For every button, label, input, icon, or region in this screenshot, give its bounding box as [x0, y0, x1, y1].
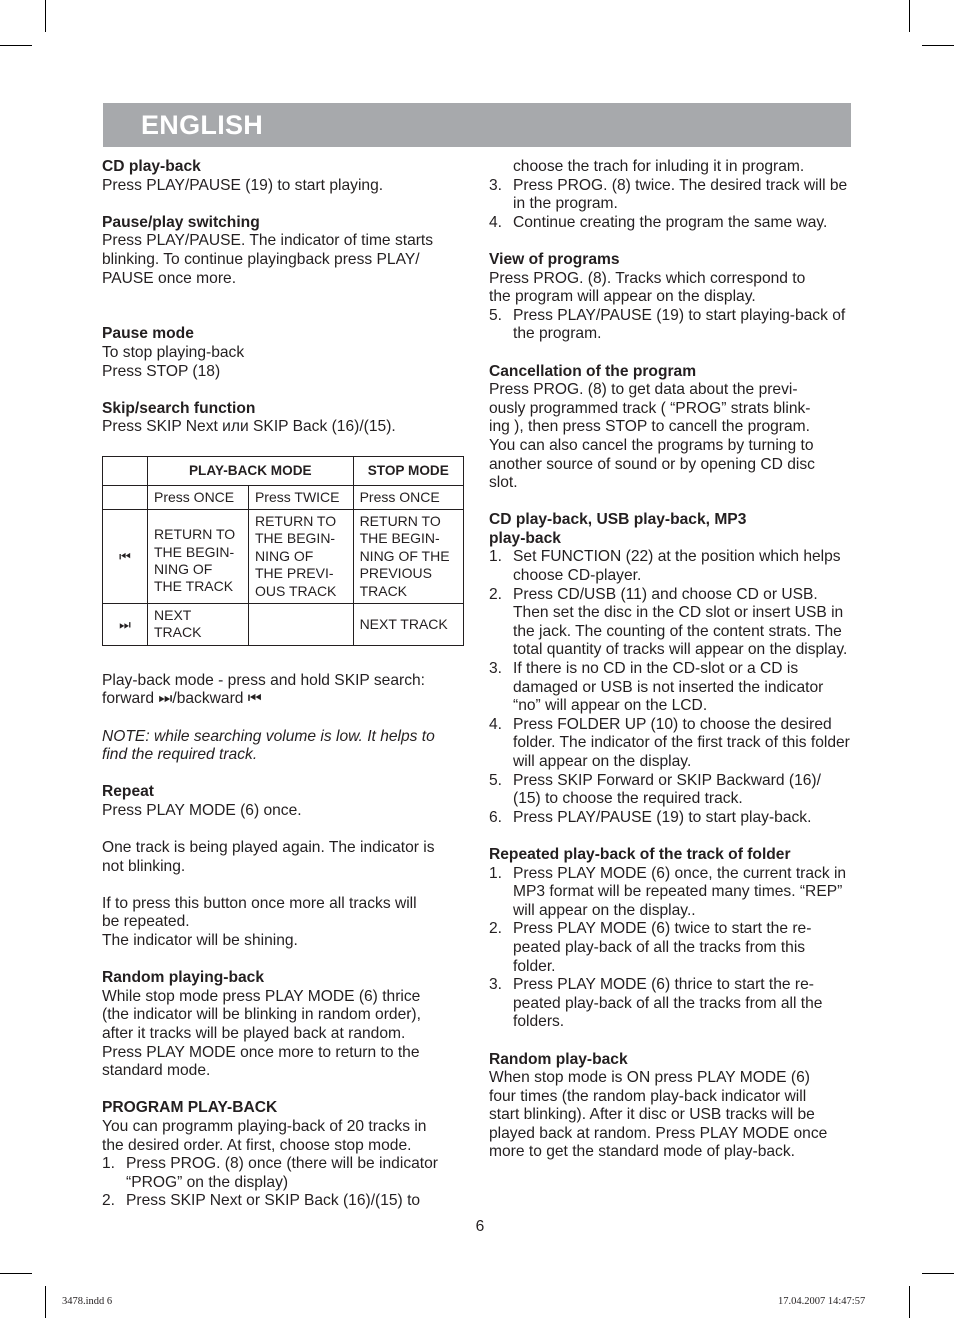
- text-line: four times (the random play-back indicator will: [489, 1087, 807, 1105]
- crop-mark: [45, 1286, 46, 1318]
- section-random-playback: [489, 1051, 851, 1163]
- text-line: You can also cancel the programs by turning to: [489, 436, 814, 454]
- table-cell: [103, 485, 148, 509]
- list-item: [489, 214, 851, 233]
- list-item: [489, 177, 851, 214]
- text-line: be repeated.: [102, 913, 190, 931]
- text-line: more to get the standard mode of play-back.: [489, 1143, 795, 1161]
- text-line: the program will appear on the display.: [489, 288, 756, 306]
- numbered-list: [489, 307, 851, 344]
- text-line: One track is being played again. The indicator is: [102, 839, 435, 857]
- numbered-list: [489, 865, 851, 1032]
- list-number: 2.: [489, 585, 503, 603]
- list-text: Press PROG. (8) once (there will be indicator “PROG” on the display): [126, 1155, 438, 1191]
- list-item: [489, 865, 851, 921]
- list-item: [489, 660, 851, 716]
- section-title: Random play-back: [489, 1050, 628, 1068]
- table-cell: Press ONCE: [353, 485, 463, 509]
- section-title: Repeat: [102, 783, 154, 801]
- section-skip: [102, 400, 464, 437]
- list-text: Press SKIP Next or SKIP Back (16)/(15) to: [126, 1192, 421, 1210]
- list-item: [489, 548, 851, 585]
- list-number: 1.: [489, 864, 503, 882]
- text-line: While stop mode press PLAY MODE (6) thrice: [102, 987, 421, 1005]
- section-cd-playback: [102, 158, 464, 195]
- section-title: CD play-back, USB play-back, MP3: [489, 511, 747, 529]
- list-number: 6.: [489, 808, 503, 826]
- crop-mark: [0, 1273, 32, 1274]
- list-number: 5.: [489, 771, 503, 789]
- section-title: Cancellation of the program: [489, 362, 697, 380]
- text-line: Press SKIP Next или SKIP Back (16)/(15).: [102, 418, 396, 436]
- list-text: Press PLAY MODE (6) thrice to start the re- peated play-back of all the tracks from all the folders.: [513, 976, 823, 1031]
- text-line: PAUSE once more.: [102, 269, 237, 287]
- text-line: Press STOP (18): [102, 362, 221, 380]
- section-program-continued: [489, 158, 851, 232]
- list-text: Press FOLDER UP (10) to choose the desired folder. The indicator of the first track of this folder will appear on the display.: [513, 715, 850, 770]
- list-text: Press CD/USB (11) and choose CD or USB. Then set the disc in the CD slot or insert USB in the jack. The counting of the content strats. The total quantity of tracks will appear on the display.: [513, 585, 848, 659]
- list-item: [489, 920, 851, 976]
- text-line: standard mode.: [102, 1062, 211, 1080]
- section-title: Random playing-back: [102, 969, 265, 987]
- list-item: [489, 586, 851, 660]
- section-pause-mode: [102, 325, 464, 381]
- text-line: played back at random. Press PLAY MODE once: [489, 1124, 828, 1142]
- text-line: The indicator will be shining.: [102, 932, 298, 950]
- table-header-stop: STOP MODE: [353, 456, 463, 485]
- table-cell: Press ONCE: [148, 485, 249, 509]
- section-title: Skip/search function: [102, 399, 256, 417]
- list-text: Continue creating the program the same way.: [513, 213, 828, 231]
- section-title: CD play-back: [102, 158, 201, 175]
- text-line: You can programm playing-back of 20 tracks in: [102, 1118, 427, 1135]
- section-title: Repeated play-back of the track of folder: [489, 845, 791, 863]
- crop-mark: [45, 0, 46, 32]
- table-cell: Press TWICE: [248, 485, 353, 509]
- section-title: PROGRAM PLAY-BACK: [102, 1099, 278, 1117]
- text-line: forward ⏭/backward ⏮: [102, 690, 262, 708]
- section-view-programs: [489, 251, 851, 344]
- list-number: 4.: [489, 213, 503, 231]
- text-line: ing ), then press STOP to cancell the program.: [489, 418, 810, 436]
- table-header-playback: PLAY-BACK MODE: [148, 456, 354, 485]
- slug-file: 3478.indd 6: [62, 1296, 113, 1307]
- note-line: find the required track.: [102, 746, 258, 764]
- section-usb-playback: [489, 511, 851, 827]
- crop-mark: [922, 1273, 954, 1274]
- section-pause-switching: [102, 214, 464, 288]
- list-item: [489, 772, 851, 809]
- section-title: View of programs: [489, 250, 620, 268]
- note-line: NOTE: while searching volume is low. It helps to: [102, 727, 435, 745]
- header-bar: [103, 103, 851, 147]
- text-line: When stop mode is ON press PLAY MODE (6): [489, 1069, 810, 1087]
- table-cell: RETURN TO THE BEGIN- NING OF THE PREVIOUS TRACK: [353, 509, 463, 603]
- list-item: [489, 976, 851, 1032]
- table-cell: RETURN TO THE BEGIN- NING OF THE TRACK: [148, 509, 249, 603]
- section-repeat: [102, 783, 464, 820]
- list-text: Press PROG. (8) twice. The desired track will be in the program.: [513, 176, 848, 213]
- list-item: [489, 716, 851, 772]
- section-title: play-back: [489, 529, 561, 547]
- list-number: 3.: [489, 660, 503, 678]
- numbered-list: [102, 1155, 464, 1211]
- list-number: 4.: [489, 715, 503, 733]
- crop-mark: [909, 0, 910, 32]
- text-line: Press PLAY MODE (6) once.: [102, 801, 302, 819]
- text-line: slot.: [489, 474, 518, 492]
- list-item: [489, 307, 851, 344]
- list-number: 3.: [489, 976, 503, 994]
- page-title: ENGLISH: [141, 110, 264, 140]
- text-line: Press PLAY/PAUSE (19) to start playing.: [102, 176, 384, 194]
- text-line: blinking. To continue playingback press PLAY/: [102, 250, 420, 268]
- list-number: 1.: [102, 1155, 116, 1173]
- text-line: ously programmed track ( “PROG” strats blink-: [489, 399, 811, 417]
- skip-mode-table: [102, 456, 464, 646]
- text-line: Press PROG. (8). Tracks which correspond to: [489, 269, 806, 287]
- section-repeat-p2: [102, 839, 464, 876]
- section-repeat-p3: [102, 895, 464, 951]
- text-line: Press PLAY MODE once more to return to the: [102, 1043, 420, 1061]
- text-line: the desired order. At first, choose stop mode.: [102, 1136, 412, 1154]
- left-column: [102, 158, 464, 1230]
- section-program: [102, 1099, 464, 1211]
- section-title: Pause mode: [102, 325, 194, 343]
- text-line: Press PLAY/PAUSE. The indicator of time starts: [102, 232, 434, 250]
- page-number: 6: [475, 1218, 485, 1235]
- text-line: (the indicator will be blinking in random order),: [102, 1006, 421, 1024]
- skip-forward-icon: ⏭: [103, 603, 148, 645]
- crop-mark: [922, 45, 954, 46]
- list-text: Press PLAY/PAUSE (19) to start playing-back of the program.: [513, 306, 846, 343]
- list-text: If there is no CD in the CD-slot or a CD is damaged or USB is not inserted the indicator “no” will appear on the LCD.: [513, 660, 824, 715]
- section-title: Pause/play switching: [102, 213, 260, 231]
- text-line: not blinking.: [102, 857, 186, 875]
- numbered-list: [489, 548, 851, 827]
- list-number: 5.: [489, 306, 503, 324]
- crop-mark: [909, 1286, 910, 1318]
- crop-mark: [0, 45, 32, 46]
- table-cell: NEXT TRACK: [148, 603, 249, 645]
- list-item: [489, 809, 851, 828]
- list-text: Press PLAY MODE (6) once, the current track in MP3 format will be repeated many times. “REP” will appear on the display..: [513, 864, 847, 919]
- section-random: [102, 969, 464, 1081]
- text-line: after it tracks will be played back at random.: [102, 1025, 406, 1043]
- text-line: Play-back mode - press and hold SKIP search:: [102, 671, 426, 689]
- table-corner: [103, 456, 148, 485]
- text-line: another source of sound or by opening CD disc: [489, 455, 815, 473]
- numbered-list: [489, 177, 851, 233]
- section-repeat-folder: [489, 846, 851, 1032]
- list-number: 3.: [489, 176, 503, 194]
- text-line: If to press this button once more all tracks will: [102, 894, 417, 912]
- list-number: 2.: [102, 1192, 116, 1210]
- section-cancellation: [489, 363, 851, 493]
- table-cell: NEXT TRACK: [353, 603, 463, 645]
- list-text: Set FUNCTION (22) at the position which helps choose CD-player.: [513, 548, 841, 585]
- slug-date: 17.04.2007 14:47:57: [778, 1296, 866, 1307]
- table-cell: RETURN TO THE BEGIN- NING OF THE PREVI- OUS TRACK: [248, 509, 353, 603]
- list-text: Press PLAY/PAUSE (19) to start play-back.: [513, 808, 812, 826]
- text-line: To stop playing-back: [102, 343, 245, 361]
- list-text: Press SKIP Forward or SKIP Backward (16)/ (15) to choose the required track.: [513, 771, 821, 808]
- section-playback-mode: [102, 672, 464, 709]
- list-number: 1.: [489, 548, 503, 566]
- right-column: [489, 158, 851, 1181]
- table-cell: [248, 603, 353, 645]
- list-item: [102, 1192, 464, 1211]
- skip-back-icon: ⏮: [103, 509, 148, 603]
- text-line: choose the trach for inluding it in program.: [513, 158, 805, 175]
- list-text: Press PLAY MODE (6) twice to start the re- peated play-back of all the tracks from this folder.: [513, 920, 812, 975]
- text-line: Press PROG. (8) to get data about the previ-: [489, 381, 798, 399]
- list-number: 2.: [489, 920, 503, 938]
- list-item: [102, 1155, 464, 1192]
- text-line: start blinking). After it disc or USB tracks will be: [489, 1106, 815, 1124]
- section-note: [102, 728, 464, 765]
